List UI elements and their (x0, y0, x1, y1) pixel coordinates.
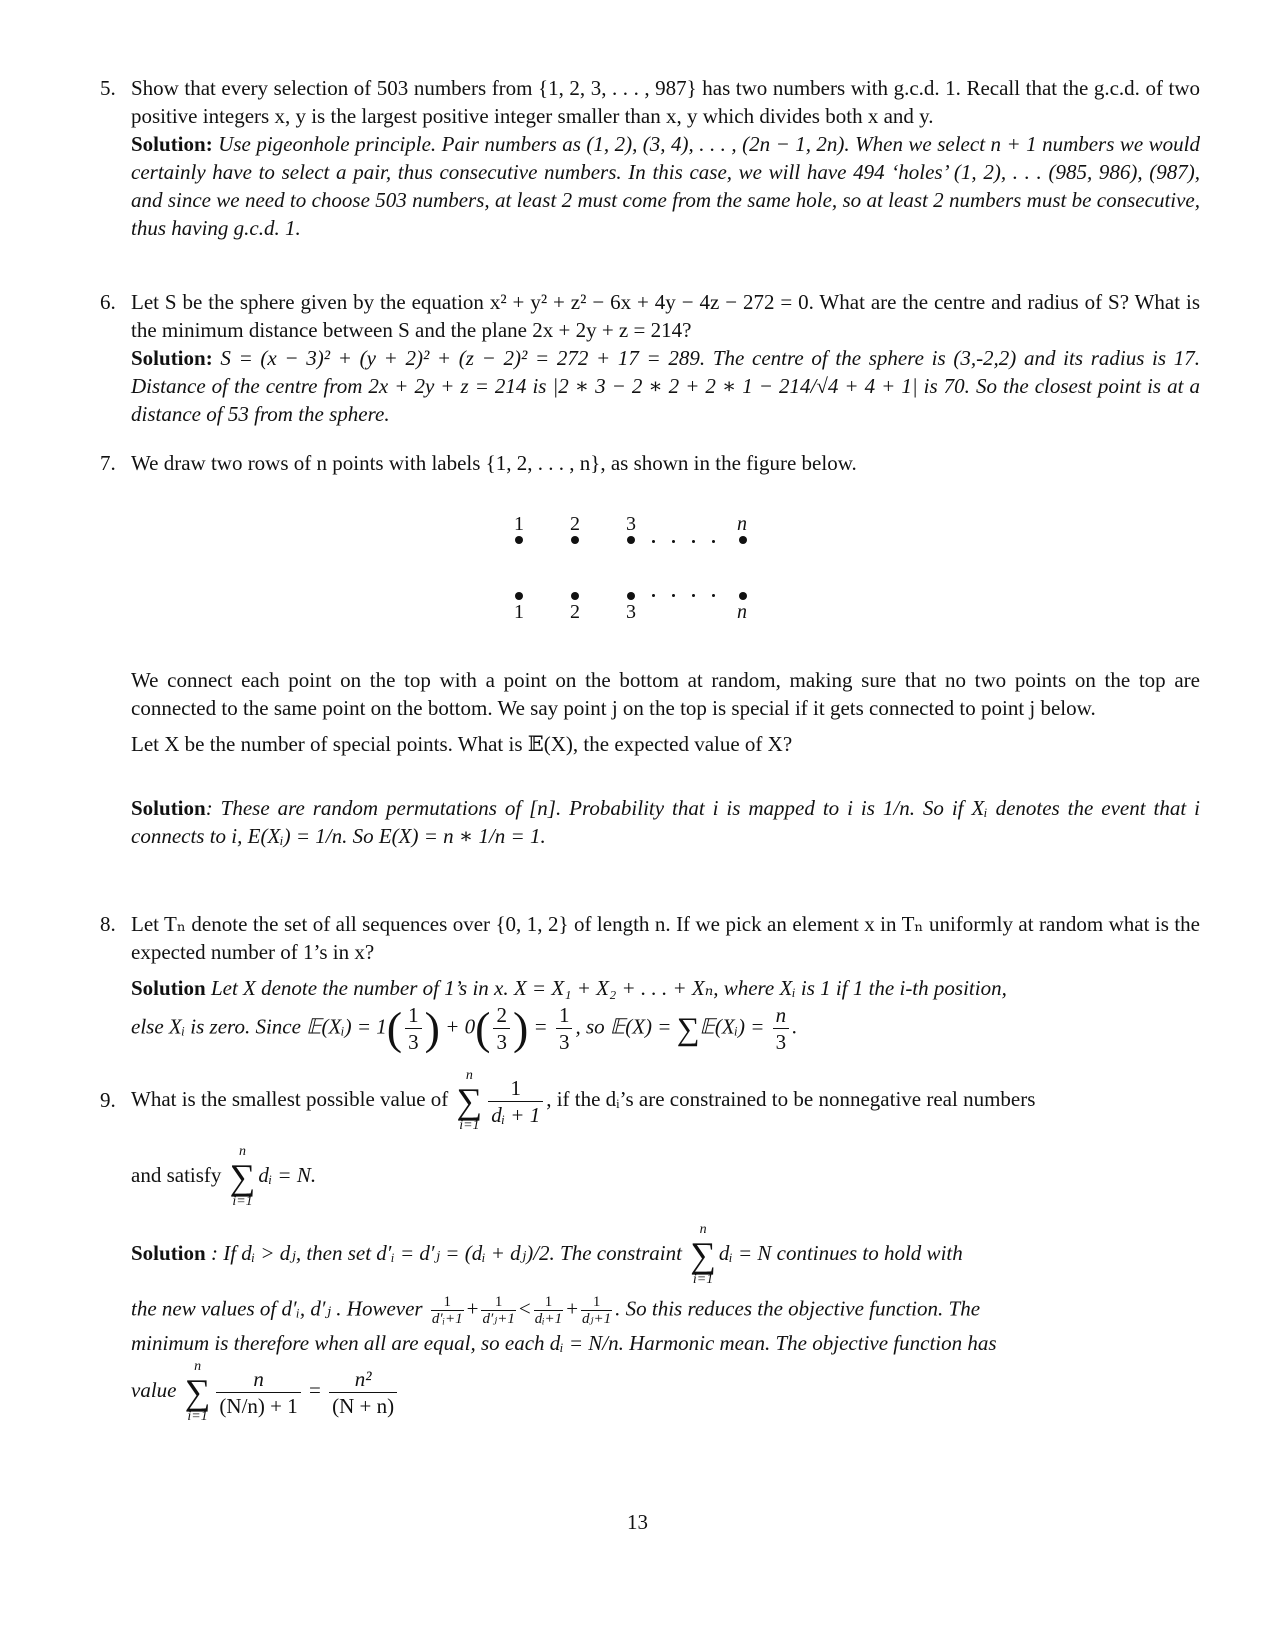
summation: n ∑ i=1 (690, 1222, 716, 1287)
solution-label: Solution (131, 796, 206, 820)
ellipsis-dot (692, 594, 695, 597)
sum-lower: i=1 (692, 1272, 714, 1287)
problem-statement (131, 1068, 1200, 1134)
top-label-3: 3 (626, 513, 636, 535)
problem-9 (100, 1068, 1200, 1425)
solution-text: Use pigeonhole principle. Pair numbers as (1, 2), (3, 4), . . . , (2n − 1, 2n). When we select n + 1 numbers we would certainly have to select a pair, thus consecutive numbers. In this case, we will have 494 ‘holes’ (1, 2), . . . (985, 986), (987), and since we need to choose 503 numbers, at least 2 must come from the same hole, so at least 2 numbers must be consecutive, thus having g.c.d. 1. (131, 132, 1201, 240)
problem-number: 9. (100, 1088, 116, 1112)
denominator: 3 (775, 1030, 787, 1054)
problem-statement: Let Tₙ denote the set of all sequences over {0, 1, 2} of length n. If we pick an element x in Tₙ uniformly at random what is the expected number of 1’s in x? (131, 912, 1200, 964)
sum-upper: n (699, 1222, 707, 1237)
fraction (329, 1366, 397, 1419)
solution-text: : These are random permutations of [n]. Probability that i is mapped to i is 1/n. So if Xᵢ denotes the event that i connects to i, E(Xᵢ) = 1/n. So E(X) = n ∗ 1/n = 1. (131, 796, 1200, 848)
fraction: $\frac{1}{\text{d′ᵢ+1}}$ (431, 1294, 463, 1327)
fraction: $\frac{1}{\text{d′ⱼ+1}}$ (482, 1294, 515, 1327)
statement-fragment: dᵢ = N. (258, 1162, 317, 1187)
statement-fragment: What is the smallest possible value of (131, 1086, 449, 1111)
denominator: dᵢ + 1 (491, 1102, 541, 1127)
paren-close: ) (424, 1002, 440, 1054)
problem-number: 8. (100, 912, 116, 936)
solution (131, 794, 1200, 850)
problem-statement: Show that every selection of 503 numbers from {1, 2, 3, . . . , 987} has two numbers with g.c.d. 1. Recall that the g.c.d. of two positive integers x, y is the largest positive integer smaller than x, y which divides both x and y. (131, 76, 1200, 128)
problem-number: 7. (100, 451, 116, 475)
paren-open: ( (475, 1002, 491, 1054)
sum-lower: i=1 (187, 1409, 208, 1424)
sum-upper: n (194, 1359, 202, 1374)
summation: n ∑ i=1 (184, 1359, 211, 1424)
numerator: 2 (493, 1002, 510, 1029)
solution (131, 130, 1200, 242)
denominator: 3 (558, 1030, 570, 1054)
paren-open: ( (386, 1002, 403, 1054)
fraction (556, 1002, 573, 1055)
ellipsis-dot (692, 540, 695, 543)
denominator: d′ⱼ+1 (482, 1311, 515, 1327)
page-number: 13 (627, 1510, 648, 1534)
denominator: (N + n) (332, 1393, 395, 1418)
solution-fragment: else Xᵢ is zero. Since 𝔼(Xᵢ) = 1 (131, 1014, 387, 1039)
denominator: 3 (496, 1030, 507, 1054)
ellipsis-dot (652, 594, 655, 597)
problem-statement: We draw two rows of n points with labels {1, 2, . . . , n}, as shown in the figure below. (131, 451, 857, 475)
solution-fragment: = (533, 1014, 548, 1039)
problem-7-continued (100, 666, 1200, 850)
numerator: 1 (556, 1002, 573, 1029)
problem-number: 5. (100, 76, 116, 100)
summation: n ∑ i=1 (456, 1068, 483, 1133)
problem-statement: Let S be the sphere given by the equation x² + y² + z² − 6x + 4y − 4z − 272 = 0. What are the centre and radius of S? What is the minimum distance between S and the plane 2x + 2y + z = 214? (131, 290, 1200, 342)
problem-7 (100, 449, 1200, 477)
fraction (773, 1002, 790, 1055)
solution-fragment: . So this reduces the objective function. The (615, 1296, 981, 1321)
sum-lower: i=1 (232, 1194, 253, 1209)
solution (131, 344, 1200, 428)
solution-label: Solution (131, 976, 206, 1000)
numerator: 1 (488, 1075, 543, 1102)
denominator: (N/n) + 1 (219, 1393, 298, 1418)
sum-upper: n (465, 1068, 473, 1083)
problem-question: Let X be the number of special points. What is 𝔼(X), the expected value of X? (131, 732, 793, 756)
statement-fragment: , if the dᵢ’s are constrained to be nonnegative real numbers (546, 1086, 1036, 1111)
two-rows-figure (500, 510, 780, 625)
denominator: d′ᵢ+1 (431, 1311, 463, 1327)
fraction (493, 1002, 510, 1055)
solution-fragment: 𝔼(Xᵢ) = (699, 1014, 765, 1039)
solution-fragment: value (131, 1377, 177, 1402)
solution-fragment: : If dᵢ > dⱼ, then set d′ᵢ = d′ⱼ = (dᵢ + dⱼ)/2. The constraint (210, 1240, 682, 1265)
ellipsis-dot (672, 540, 675, 543)
top-point (515, 536, 523, 544)
solution-label: Solution: (131, 346, 213, 370)
fraction (216, 1366, 300, 1419)
problem-number: 6. (100, 290, 116, 314)
solution-fragment: the new values of d′ᵢ, d′ⱼ . However (131, 1296, 423, 1321)
solution-line-2: else Xᵢ is zero. Since 𝔼(Xᵢ) = 1( $\frac{1}{3}$ ) + 0( $\frac{2}{3}$ ) = $\frac{1}{3}$ , so 𝔼(X) = ∑𝔼(Xᵢ) = $\frac{n}{3}$ . (131, 1002, 798, 1054)
fraction: $\frac{1}{\text{dⱼ+1}}$ (582, 1294, 612, 1327)
sum-sign: ∑ (676, 1010, 700, 1047)
fraction (488, 1075, 543, 1128)
top-label-2: 2 (570, 513, 580, 535)
denominator: dⱼ+1 (582, 1311, 612, 1327)
solution (131, 1222, 1200, 1288)
top-point (739, 536, 747, 544)
numerator: n² (329, 1366, 397, 1393)
top-label-n: n (737, 513, 747, 535)
problem-8 (100, 910, 1200, 1055)
numerator: 1 (405, 1002, 422, 1029)
fraction (405, 1002, 422, 1055)
problem-paragraph: We connect each point on the top with a point on the bottom at random, making sure that no two points on the top are connected to the same point on the bottom. We say point j on the top is special if it gets connected to point j below. (131, 668, 1200, 720)
numerator: n (216, 1366, 300, 1393)
solution (131, 974, 1200, 1002)
ellipsis-dot (672, 594, 675, 597)
problem-5 (100, 74, 1200, 242)
summation: n ∑ i=1 (229, 1144, 256, 1209)
bottom-label-3: 3 (626, 601, 636, 623)
top-label-1: 1 (514, 513, 524, 535)
problem-statement-2 (131, 1144, 1200, 1210)
solution-text: Let X denote the number of 1’s in x. X = X₁ + X₂ + . . . + Xₙ, where Xᵢ is 1 if 1 the i-th position, (210, 976, 1007, 1000)
solution-fragment: + 0 (445, 1014, 476, 1039)
ellipsis-dot (712, 540, 715, 543)
paren-close: ) (512, 1002, 529, 1054)
bottom-label-1: 1 (514, 601, 524, 623)
fraction: $\frac{1}{\text{dᵢ+1}}$ (534, 1294, 563, 1327)
top-point (571, 536, 579, 544)
sum-upper: n (238, 1144, 246, 1159)
solution-line-2: the new values of d′ᵢ, d′ⱼ . However $\frac{1}{\text{d′ᵢ+1}}$ + $\frac{1}{\text{d′ⱼ+1}}$ < $\frac{1}{\text{dᵢ+1}}$ + $\frac{1}{\text{dⱼ+1}}$ . So this reduces the objective function. The (131, 1294, 981, 1327)
solution-text: S = (x − 3)² + (y + 2)² + (z − 2)² = 272 + 17 = 289. The centre of the sphere is (3,-2,2) and its radius is 17. Distance of the centre from 2x + 2y + z = 214 is |2 ∗ 3 − 2 ∗ 2 + 2 ∗ 1 − 214/√4 + 4 + 1| is 70. So the closest point is at a distance of 53 from the sphere. (131, 346, 1200, 426)
solution-label: Solution (131, 1240, 206, 1265)
solution-fragment: dᵢ = N continues to hold with (718, 1240, 963, 1265)
bottom-label-n: n (737, 601, 747, 623)
ellipsis-dot (712, 594, 715, 597)
numerator: n (773, 1002, 790, 1029)
bottom-label-2: 2 (570, 601, 580, 623)
ellipsis-dot (652, 540, 655, 543)
solution-label: Solution: (131, 132, 213, 156)
top-point (627, 536, 635, 544)
solution-line-3: minimum is therefore when all are equal, so each dᵢ = N/n. Harmonic mean. The objective function has (131, 1331, 997, 1355)
denominator: dᵢ+1 (534, 1311, 563, 1327)
sum-lower: i=1 (459, 1118, 480, 1133)
solution-line-4: value n ∑ i=1 $\frac{n}{(N/n) + 1}$ = $\frac{\text{n²}}{(N + n)}$ (131, 1359, 1200, 1425)
solution-fragment: , so 𝔼(X) = (575, 1014, 672, 1039)
statement-fragment: and satisfy (131, 1162, 222, 1187)
problem-6 (100, 288, 1200, 428)
denominator: 3 (408, 1030, 419, 1054)
